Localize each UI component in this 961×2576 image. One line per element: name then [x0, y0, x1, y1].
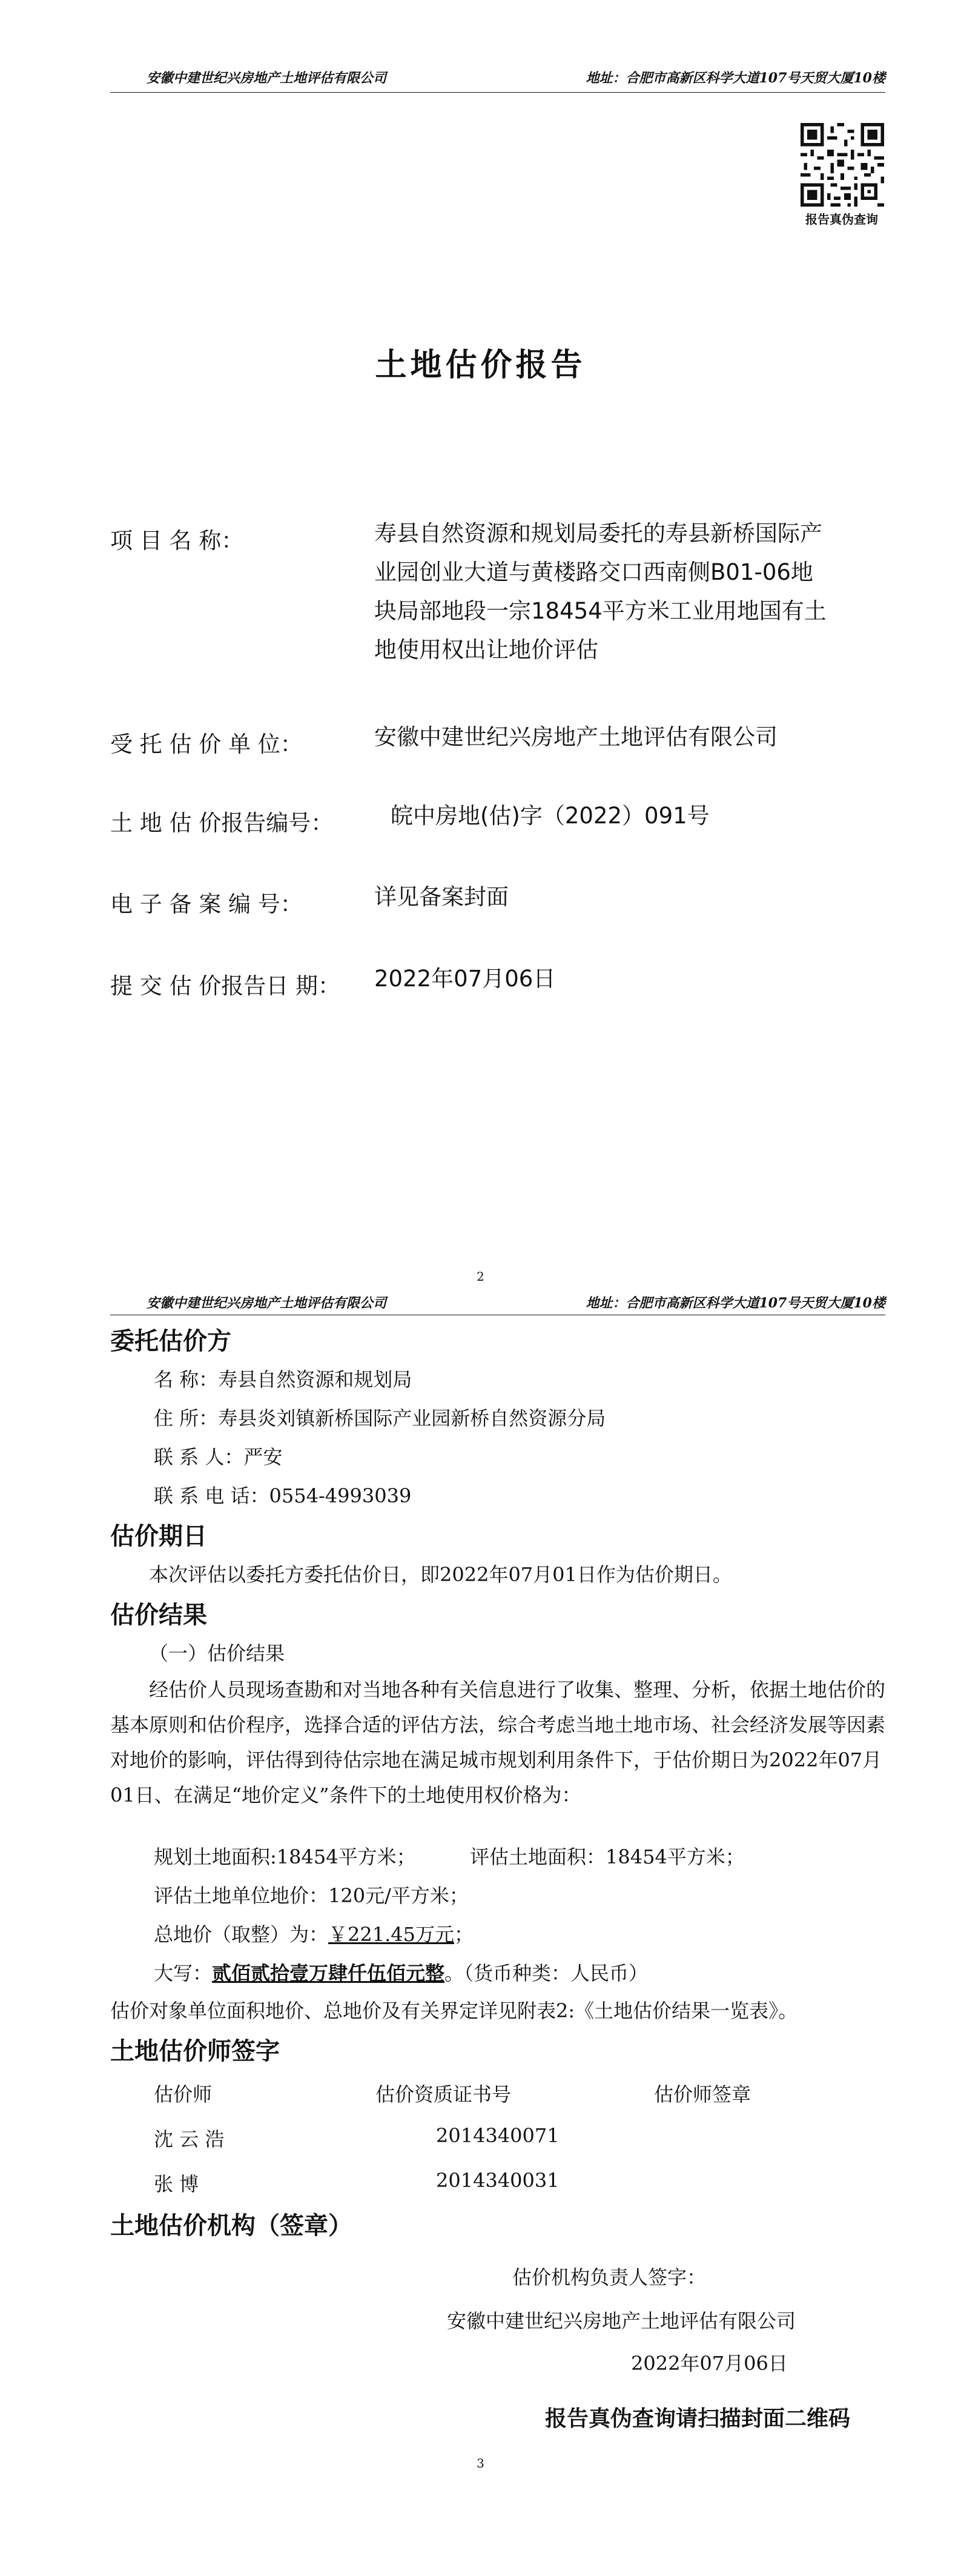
report-no-label: 土 地 估 价报告编号：: [110, 810, 334, 836]
project-line: 寿县自然资源和规划局委托的寿县新桥国际产: [374, 520, 822, 546]
client-info-label: 联 系 电 话：: [154, 1484, 269, 1507]
client-info-label: 联 系 人：: [154, 1446, 244, 1469]
capital-amount-line: [154, 1958, 648, 1986]
filing-label: 电 子 备 案 编 号：: [110, 891, 303, 917]
project-line: 业园创业大道与黄楼路交口西南侧B01-06地: [374, 559, 813, 585]
client-info-value: 寿县自然资源和规划局: [218, 1368, 412, 1391]
header-company: 安徽中建世纪兴房地产土地评估有限公司: [147, 70, 387, 86]
appraiser-cert: 2014340071: [436, 2124, 560, 2147]
capital-amount-label: 大写：: [154, 1962, 213, 1985]
header-address: 地址：合肥市高新区科学大道107号天贸大厦10楼: [586, 1295, 885, 1311]
appraiser-name: 张 博: [154, 2173, 199, 2196]
total-price-value: ￥221.45万元: [328, 1923, 454, 1946]
appraiser-cert: 2014340031: [436, 2169, 560, 2192]
org-date: 2022年07月06日: [631, 2352, 788, 2375]
section-date-title: 估价期日: [110, 1522, 207, 1550]
report-no-value: 皖中房地(估)字（2022）091号: [391, 803, 710, 829]
unit-price: 评估土地单位地价：120元/平方米；: [154, 1884, 469, 1907]
valuation-date-text: 本次评估以委托方委托估价日，即2022年07月01日作为估价期日。: [149, 1563, 732, 1586]
section-result-title: 估价结果: [110, 1601, 207, 1629]
page-number: 3: [477, 2456, 484, 2471]
area-assessed: 评估土地面积：18454平方米；: [470, 1845, 745, 1868]
qr-code-icon[interactable]: [801, 123, 884, 207]
project-label: 项 目 名 称：: [110, 528, 244, 554]
client-info-value: 0554-4993039: [269, 1484, 412, 1507]
section-client-title: 委托估价方: [110, 1327, 231, 1355]
page-number: 2: [477, 1269, 484, 1284]
appraiser-name: 沈 云 浩: [154, 2128, 225, 2151]
page-header: [110, 1293, 885, 1317]
project-value: [374, 514, 895, 669]
total-price-label: 总地价（取整）为：: [154, 1923, 329, 1946]
client-info-value: 严安: [243, 1446, 283, 1469]
client-info-line: [154, 1403, 606, 1431]
result-subtitle: （一）估价结果: [149, 1642, 285, 1665]
project-line: 块局部地段一宗18454平方米工业用地国有土: [374, 598, 827, 624]
verification-note: 报告真伪查询请扫描封面二维码: [545, 2406, 851, 2431]
total-price-end: ；: [454, 1923, 474, 1946]
client-info-label: 名 称：: [154, 1368, 219, 1391]
appraiser-col-cert: 估价资质证书号: [375, 2083, 512, 2106]
org-name: 安徽中建世纪兴房地产土地评估有限公司: [447, 2309, 796, 2332]
section-appraiser-title: 土地估价师签字: [110, 2037, 280, 2065]
submit-date-value: 2022年07月06日: [374, 966, 556, 992]
org-sign-label: 估价机构负责人签字：: [512, 2266, 707, 2289]
total-price-line: [154, 1919, 474, 1947]
qr-caption: 报告真伪查询: [805, 212, 878, 227]
client-value: 安徽中建世纪兴房地产土地评估有限公司: [374, 724, 778, 750]
client-info-line: [154, 1364, 412, 1392]
report-title: 土地估价报告: [375, 347, 586, 383]
header-company: 安徽中建世纪兴房地产土地评估有限公司: [147, 1295, 387, 1311]
client-info-value: 寿县炎刘镇新桥国际产业园新桥自然资源分局: [218, 1407, 606, 1430]
project-line: 地使用权出让地价评估: [374, 637, 598, 663]
capital-amount-end: 。（货币种类：人民币）: [444, 1962, 649, 1985]
appraiser-col-sign: 估价师签章: [654, 2083, 751, 2106]
capital-amount-value: 贰佰贰拾壹万肆仟伍佰元整: [212, 1962, 445, 1985]
client-info-line: [154, 1442, 282, 1470]
submit-date-label: 提 交 估 价报告日 期：: [110, 973, 341, 999]
page-header: [110, 68, 885, 92]
result-paragraph: 经估价人员现场查勘和对当地各种有关信息进行了收集、整理、分析，依据土地估价的基本原则和估价程序，选择合适的评估方法，综合考虑当地土地市场、社会经济发展等因素对地价的影响，评估得到待估宗地在满足城市规划利用条件下，于估价期日为2022年07月01日、在满足“地价定义”条件下的土地使用权价格为：: [110, 1678, 886, 1807]
header-address: 地址：合肥市高新区科学大道107号天贸大厦10楼: [586, 70, 885, 86]
filing-value: 详见备案封面: [374, 884, 509, 910]
page-summary: [0, 1293, 961, 2576]
appraiser-col-name: 估价师: [154, 2083, 213, 2106]
client-info-label: 住 所：: [154, 1407, 219, 1430]
area-planned: 规划土地面积:18454平方米；: [154, 1845, 416, 1868]
client-info-line: [154, 1481, 411, 1509]
client-label: 受 托 估 价 单 位：: [110, 731, 303, 757]
section-org-title: 土地估价机构（签章）: [110, 2212, 352, 2240]
result-note: 估价对象单位面积地价、总地价及有关界定详见附表2:《土地估价结果一览表》。: [110, 1999, 798, 2022]
header-divider: [110, 92, 885, 93]
